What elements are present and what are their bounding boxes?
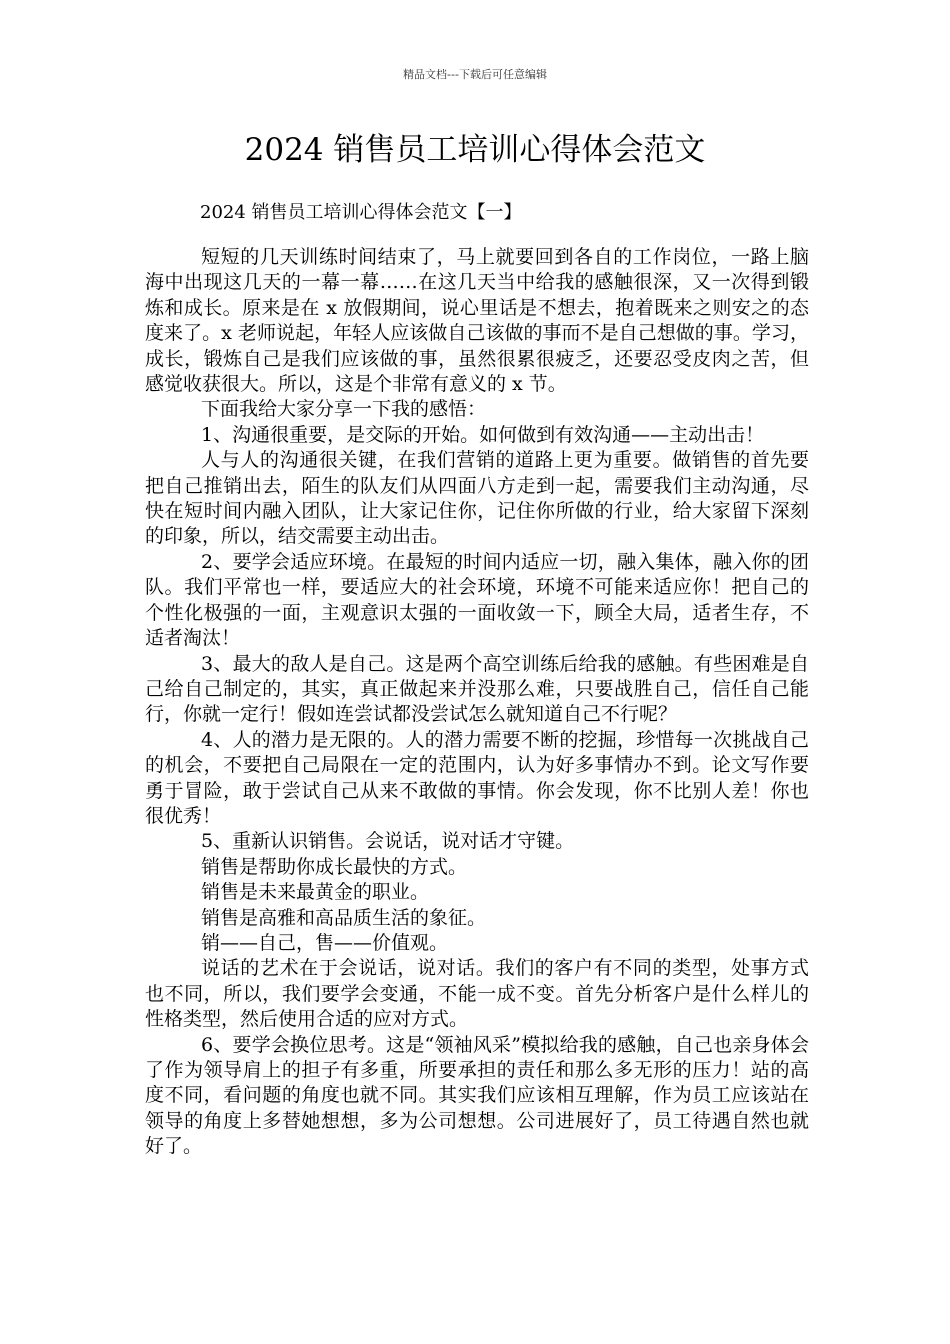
paragraph: 6、要学会换位思考。这是“领袖风采”模拟给我的感触，自己也亲身体会了作为领导肩上的担子有多重，所要承担的责任和那么多无形的压力！站的高度不同，看问题的角度也就不同。其实我们应该相互理解，作为员工应该站在领导的角度上多替她想想，多为公司想想。公司进展好了，员工待遇自然也就好了。 (145, 1033, 809, 1158)
paragraph: 5、重新认识销售。会说话，说对话才守键。 (201, 830, 575, 853)
paragraph: 下面我给大家分享一下我的感悟： (201, 398, 487, 421)
paragraph: 短短的几天训练时间结束了，马上就要回到各自的工作岗位，一路上脑海中出现这几天的一幕一幕……在这几天当中给我的感触很深，又一次得到锻炼和成长。原来是在 x 放假期间，说心里话是不想去，抱着既来之则安之的态度来了。x 老师说起，年轻人应该做自己该做的事而不是自己想做的事。学习，成长，锻炼自己是我们应该做的事，虽然很累很疲乏，还要忍受皮肉之苦，但感觉收获很大。所以，这是个非常有意义的 x 节。 (145, 246, 809, 396)
paragraph: 1、沟通很重要，是交际的开始。如何做到有效沟通——主动出击！ (201, 423, 765, 446)
paragraph: 销售是未来最黄金的职业。 (201, 881, 430, 904)
paragraph: 4、人的潜力是无限的。人的潜力需要不断的挖掘，珍惜每一次挑战自己的机会，不要把自己局限在一定的范围内，认为好多事情办不到。论文写作要勇于冒险，敢于尝试自己从来不敢做的事情。你会发现，你不比别人差！你也很优秀！ (145, 728, 809, 827)
paragraph: 3、最大的敌人是自己。这是两个高空训练后给我的感触。有些困难是自己给自己制定的，其实，真正做起来并没那么难，只要战胜自己，信任自己能行，你就一定行！假如连尝试都没尝试怎么就知道自己不行呢？ (145, 652, 809, 726)
document-body (145, 245, 809, 1160)
page-title: 2024 销售员工培训心得体会范文 (244, 132, 706, 168)
paragraph: 2、要学会适应环境。在最短的时间内适应一切，融入集体，融入你的团队。我们平常也一样，要适应大的社会环境，环境不可能来适应你！把自己的个性化极强的一面，主观意识太强的一面收敛一下，顾全大局，适者生存，不适者淘汰！ (145, 550, 809, 650)
header-note: 精品文档---下载后可任意编辑 (403, 68, 547, 81)
paragraph: 销售是帮助你成长最快的方式。 (201, 855, 468, 878)
section-heading: 2024 销售员工培训心得体会范文【一】 (200, 202, 522, 223)
paragraph: 销——自己，售——价值观。 (201, 931, 449, 954)
paragraph: 人与人的沟通很关键，在我们营销的道路上更为重要。做销售的首先要把自己推销出去，陌生的队友们从四面八方走到一起，需要我们主动沟通，尽快在短时间内融入团队，让大家记住你，记住你所做的行业，给大家留下深刻的印象，所以，结交需要主动出击。 (145, 449, 809, 548)
paragraph: 说话的艺术在于会说话，说对话。我们的客户有不同的类型，处事方式也不同，所以，我们要学会变通，不能一成不变。首先分析客户是什么样儿的性格类型，然后使用合适的应对方式。 (145, 957, 809, 1031)
paragraph: 销售是高雅和高品质生活的象征。 (201, 906, 487, 929)
